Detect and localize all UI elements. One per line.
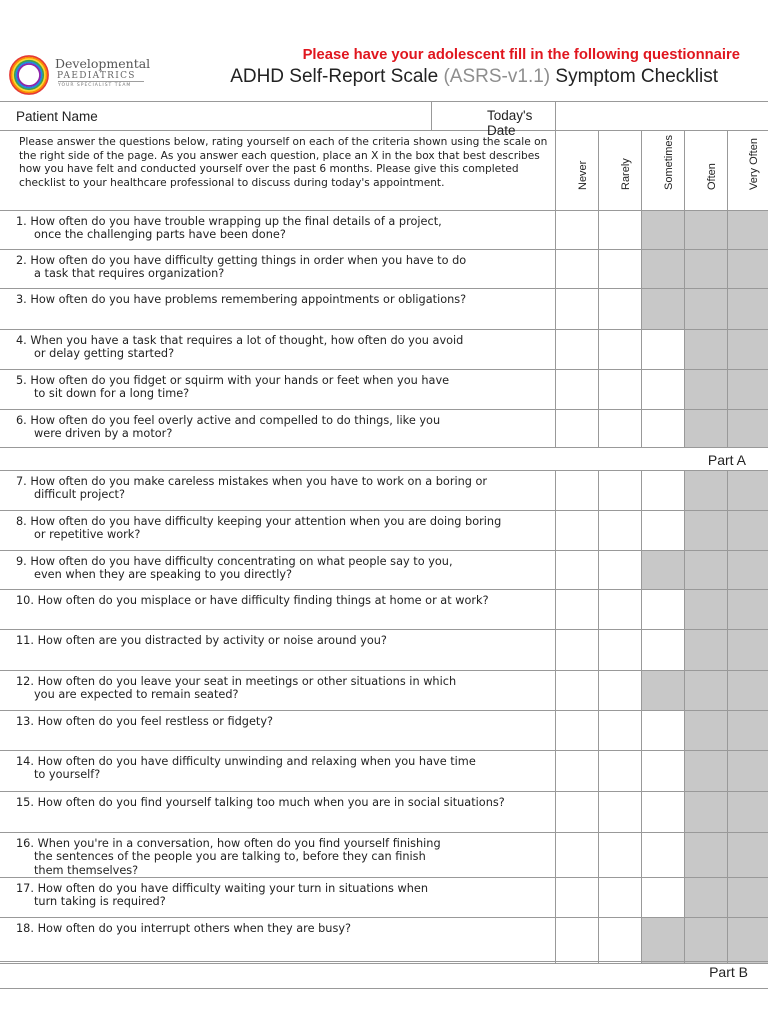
answer-box-often[interactable] [684,671,727,711]
question-number: 11. [16,634,34,647]
question-text [0,630,555,671]
never-label: Never [576,160,589,190]
answer-box-never[interactable] [555,410,598,448]
question-row [0,630,768,671]
question-line1: How often do you have difficulty keeping your attention when you are doing boring [30,515,502,528]
question-row [0,751,768,792]
question-number: 14. [16,755,34,768]
answer-box-rarely[interactable] [598,370,641,410]
patient-name-label: Patient Name [0,102,432,130]
question-line [16,254,551,267]
question-number: 1. [16,215,27,228]
question-line2: even when they are speaking to you directly? [34,568,293,582]
question-line2: were driven by a motor? [34,427,173,441]
answer-box-never[interactable] [555,630,598,671]
answer-box-sometimes[interactable] [641,250,684,289]
answer-box-never[interactable] [555,792,598,833]
answer-box-often[interactable] [684,410,727,448]
answer-box-very-often[interactable] [727,250,768,289]
answer-box-often[interactable] [684,711,727,751]
question-line [16,594,551,607]
patient-name-field[interactable] [0,102,555,138]
answer-box-sometimes[interactable] [641,511,684,551]
answer-box-very-often[interactable] [727,551,768,590]
logo-divider [58,81,144,82]
answer-box-sometimes[interactable] [641,751,684,792]
answer-box-never[interactable] [555,917,598,963]
logo-tagline: YOUR SPECIALIST TEAM [58,83,132,88]
answer-box-sometimes[interactable] [641,289,684,330]
patient-info-row [0,102,768,131]
question-line1: How often do you misplace or have difficulty finding things at home or at work? [37,594,489,607]
question-text [0,211,555,250]
question-line [16,755,551,768]
question-line1: How often do you leave your seat in meetings or other situations in which [37,675,457,688]
answer-box-sometimes[interactable] [641,551,684,590]
answer-box-rarely[interactable] [598,410,641,448]
answer-box-sometimes[interactable] [641,671,684,711]
answer-box-very-often[interactable] [727,671,768,711]
question-line2: the sentences of the people you are talking to, before they can finish [34,850,426,864]
answer-box-sometimes[interactable] [641,330,684,370]
question-line2: or delay getting started? [34,347,175,361]
question-number: 3. [16,293,27,306]
question-row [0,370,768,410]
answer-box-very-often[interactable] [727,370,768,410]
answer-box-often[interactable] [684,289,727,330]
answer-box-very-often[interactable] [727,471,768,511]
question-line3: them themselves? [34,863,139,877]
question-line [16,293,551,306]
answer-box-never[interactable] [555,671,598,711]
question-line2: turn taking is required? [34,895,166,909]
answer-box-never[interactable] [555,211,598,250]
answer-box-sometimes[interactable] [641,471,684,511]
logo-ring-band [18,64,40,86]
answer-box-sometimes[interactable] [641,833,684,878]
answer-box-very-often[interactable] [727,833,768,878]
answer-box-often[interactable] [684,250,727,289]
question-number: 15. [16,796,34,809]
intro-row [0,131,768,211]
question-line1: How often do you fidget or squirm with your hands or feet when you have [30,374,450,387]
question-line1: How often do you interrupt others when they are busy? [37,921,352,935]
rarely-label: Rarely [619,158,632,190]
answer-box-sometimes[interactable] [641,590,684,630]
question-number: 18. [16,921,34,935]
answer-box-sometimes[interactable] [641,410,684,448]
answer-box-rarely[interactable] [598,551,641,590]
sometimes-label: Sometimes [662,134,675,190]
answer-box-very-often[interactable] [727,877,768,917]
answer-box-rarely[interactable] [598,630,641,671]
very-often-label: Very Often [747,138,760,190]
question-line1: How often do you have trouble wrapping up the final details of a project, [30,215,442,228]
question-line1: How often do you have difficulty waiting your turn in situations when [37,881,429,895]
answer-box-often[interactable] [684,551,727,590]
answer-box-never[interactable] [555,370,598,410]
question-line1: How often do you have problems remembering appointments or obligations? [30,293,467,306]
title-version: (ASRS-v1.1) [443,66,551,87]
answer-box-often[interactable] [684,917,727,963]
often-label: Often [705,163,718,190]
answer-box-sometimes[interactable] [641,211,684,250]
answer-box-rarely[interactable] [598,671,641,711]
header-rarely [598,131,641,211]
answer-box-often[interactable] [684,877,727,917]
question-row [0,511,768,551]
answer-box-never[interactable] [555,330,598,370]
answer-box-very-often[interactable] [727,211,768,250]
todays-date-label: Today's Date [487,108,533,138]
question-line1: How often are you distracted by activity or noise around you? [37,634,387,647]
question-line1: How often do you have difficulty getting things in order when you have to do [30,254,467,267]
header-often [684,131,727,211]
question-line1: How often do you feel restless or fidgety? [37,715,274,728]
checklist-table [0,101,768,964]
question-line1: How often do you find yourself talking too much when you are in social situations? [37,796,505,809]
question-row [0,410,768,448]
question-number: 16. [16,837,34,850]
adolescent-instruction: Please have your adolescent fill in the following questionnaire [302,47,740,63]
answer-box-rarely[interactable] [598,877,641,917]
answer-box-rarely[interactable] [598,792,641,833]
question-row [0,877,768,917]
header [0,0,768,100]
answer-box-often[interactable] [684,471,727,511]
answer-box-rarely[interactable] [598,289,641,330]
question-line2: to yourself? [34,768,101,782]
question-line1: When you have a task that requires a lot of thought, how often do you avoid [30,334,464,347]
question-line [16,515,551,528]
answer-box-never[interactable] [555,590,598,630]
question-row [0,917,768,963]
question-row [0,590,768,630]
answer-box-rarely[interactable] [598,917,641,963]
part-b-divider-bottom [0,988,768,989]
intro-instructions: Please answer the questions below, rating yourself on each of the criteria shown using the scale on the right side of the page. As you answer each question, place an X in the box that best describes how you have felt and conducted yourself over the past 6 months. Please give this completed checklist to your healthcare professional to discuss during today's appointment. [0,131,555,211]
answer-box-sometimes[interactable] [641,711,684,751]
question-line [16,374,551,387]
answer-box-sometimes[interactable] [641,917,684,963]
answer-box-rarely[interactable] [598,250,641,289]
question-line2: a task that requires organization? [34,267,225,281]
logo-ring-band [16,62,41,87]
question-line [16,715,551,728]
question-row [0,671,768,711]
question-line [16,414,551,427]
question-row [0,792,768,833]
question-number: 2. [16,254,27,267]
answer-box-never[interactable] [555,711,598,751]
answer-box-very-often[interactable] [727,630,768,671]
header-never [555,131,598,211]
question-row [0,330,768,370]
answer-box-very-often[interactable] [727,590,768,630]
question-line2: difficult project? [34,488,125,502]
question-text [0,751,555,792]
question-text [0,711,555,751]
answer-box-sometimes[interactable] [641,370,684,410]
answer-box-never[interactable] [555,877,598,917]
question-line1: How often do you have difficulty unwinding and relaxing when you have time [37,755,476,768]
question-row [0,711,768,751]
answer-box-sometimes[interactable] [641,877,684,917]
question-number: 6. [16,414,27,427]
answer-box-rarely[interactable] [598,471,641,511]
title-suffix: Symptom Checklist [550,66,718,87]
question-text [0,410,555,448]
question-number: 12. [16,675,34,688]
answer-box-rarely[interactable] [598,590,641,630]
answer-box-rarely[interactable] [598,711,641,751]
question-text [0,917,555,963]
question-text [0,471,555,511]
answer-box-very-often[interactable] [727,511,768,551]
question-line [16,555,551,568]
answer-box-never[interactable] [555,250,598,289]
todays-date-field[interactable] [555,102,768,131]
answer-box-often[interactable] [684,590,727,630]
answer-box-very-often[interactable] [727,711,768,751]
question-text [0,250,555,289]
logo-ring-band [15,61,43,89]
question-line2: to sit down for a long time? [34,387,190,401]
question-text [0,671,555,711]
part-b-label: Part B [709,964,748,980]
question-line1: How often do you feel overly active and compelled to do things, like you [30,414,441,427]
question-line [16,634,551,647]
question-number: 8. [16,515,27,528]
question-line2: you are expected to remain seated? [34,688,239,702]
question-number: 5. [16,374,27,387]
answer-box-never[interactable] [555,751,598,792]
question-number: 7. [16,475,27,488]
answer-box-very-often[interactable] [727,751,768,792]
answer-box-often[interactable] [684,630,727,671]
question-text [0,511,555,551]
question-text [0,792,555,833]
answer-box-rarely[interactable] [598,751,641,792]
answer-box-never[interactable] [555,551,598,590]
answer-box-very-often[interactable] [727,330,768,370]
question-line1: How often do you make careless mistakes when you have to work on a boring or [30,475,488,488]
header-sometimes [641,131,684,211]
question-number: 10. [16,594,34,607]
question-number: 9. [16,555,27,568]
answer-box-often[interactable] [684,792,727,833]
answer-box-sometimes[interactable] [641,630,684,671]
question-line1: When you're in a conversation, how often do you find yourself finishing [37,837,441,850]
question-line [16,215,551,228]
question-line2: once the challenging parts have been done? [34,228,286,242]
question-row [0,551,768,590]
question-text [0,289,555,330]
answer-box-very-often[interactable] [727,410,768,448]
question-line [16,334,551,347]
rainbow-ring-logo-icon [8,54,50,96]
question-line [16,882,551,895]
question-line1: How often do you have difficulty concentrating on what people say to you, [30,555,453,568]
question-line [16,837,551,850]
answer-box-never[interactable] [555,511,598,551]
answer-box-rarely[interactable] [598,833,641,878]
title-main: ADHD Self-Report Scale [230,66,444,87]
question-text [0,330,555,370]
question-line [16,796,551,809]
answer-box-rarely[interactable] [598,511,641,551]
question-number: 4. [16,334,27,347]
question-line [16,922,551,935]
header-very-often [727,131,768,211]
question-text [0,833,555,878]
question-row [0,250,768,289]
question-text [0,877,555,917]
question-text [0,590,555,630]
question-line [16,475,551,488]
answer-box-often[interactable] [684,751,727,792]
answer-box-rarely[interactable] [598,330,641,370]
document-title [230,66,718,88]
answer-box-very-often[interactable] [727,917,768,963]
answer-box-often[interactable] [684,833,727,878]
answer-box-never[interactable] [555,833,598,878]
part-a-row [0,448,768,471]
logo-name-line2: PAEDIATRICS [57,71,136,81]
part-b-divider-top [0,961,768,962]
question-row [0,471,768,511]
answer-box-often[interactable] [684,211,727,250]
logo-name-line1: Developmental [55,56,151,71]
question-number: 17. [16,881,34,895]
answer-box-often[interactable] [684,370,727,410]
part-a-label: Part A [0,448,768,471]
answer-box-very-often[interactable] [727,289,768,330]
answer-box-sometimes[interactable] [641,792,684,833]
answer-box-often[interactable] [684,511,727,551]
question-row [0,289,768,330]
question-text [0,551,555,590]
question-row [0,211,768,250]
answer-box-often[interactable] [684,330,727,370]
answer-box-never[interactable] [555,471,598,511]
question-text [0,370,555,410]
question-line [16,675,551,688]
question-row [0,833,768,878]
question-line2: or repetitive work? [34,528,141,542]
answer-box-very-often[interactable] [727,792,768,833]
answer-box-rarely[interactable] [598,211,641,250]
answer-box-never[interactable] [555,289,598,330]
question-number: 13. [16,715,34,728]
